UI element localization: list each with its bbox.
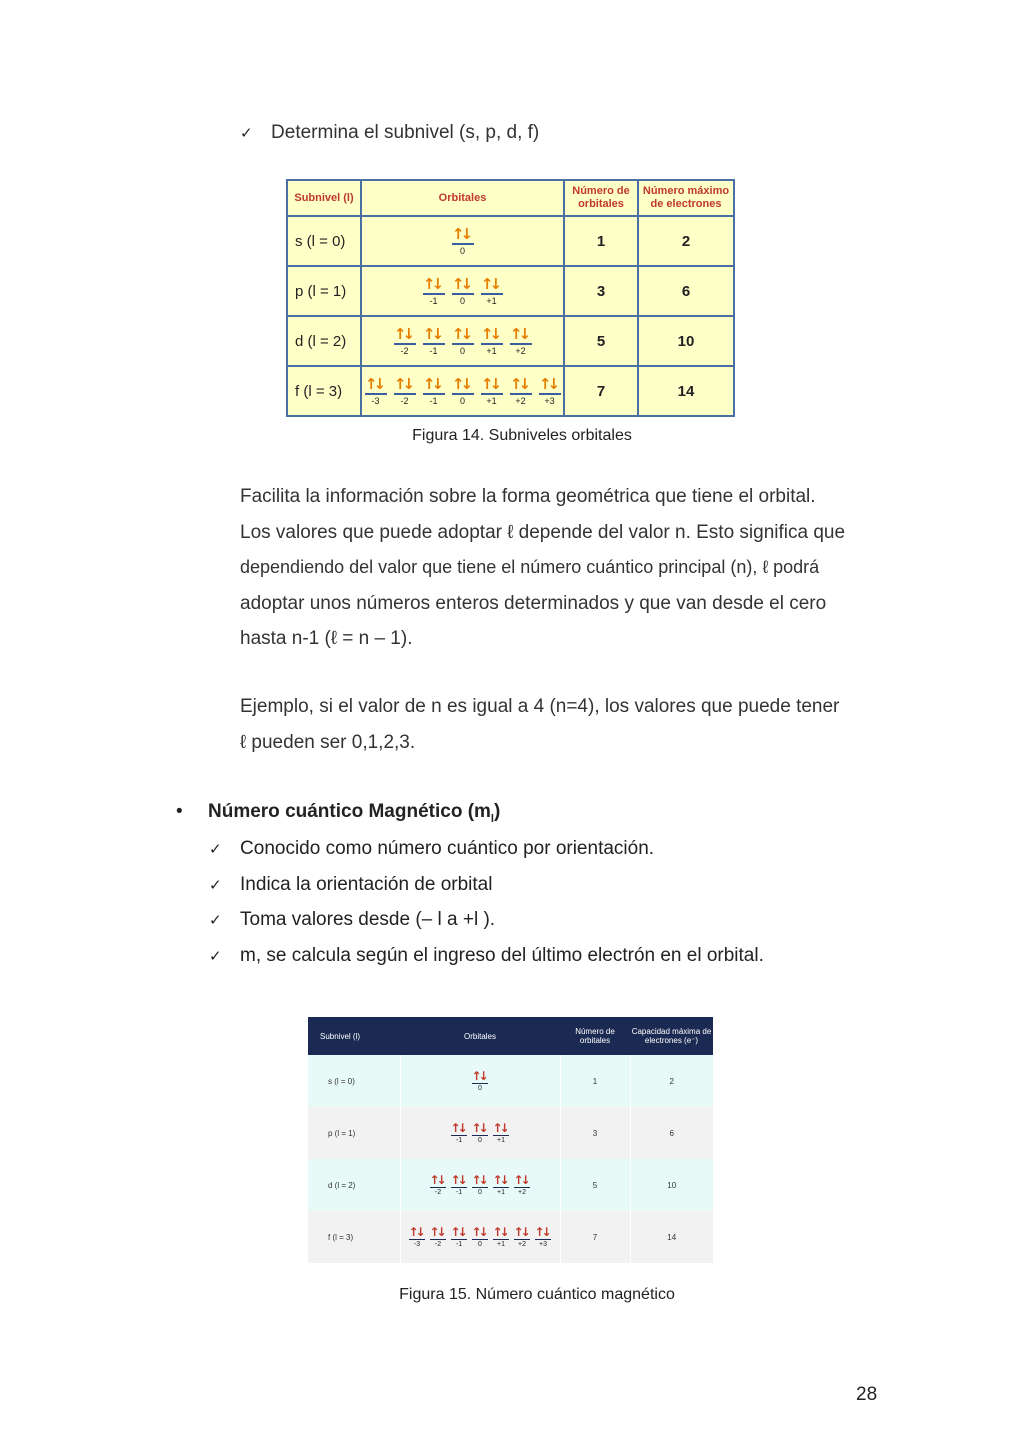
spin-arrows-icon: ↑↓	[513, 1224, 528, 1239]
orbital-box	[471, 1070, 489, 1093]
orbital-diagram	[450, 1122, 510, 1145]
spin-arrows-icon: ↑↓	[451, 274, 470, 293]
ml-value: +1	[486, 345, 497, 356]
orbital-box	[492, 1174, 510, 1197]
checkmark-icon: ✓	[209, 840, 222, 858]
ml-value: -2	[434, 1240, 442, 1248]
paragraph-ejemplo	[240, 689, 880, 760]
spin-arrows-icon: ↑↓	[408, 1224, 423, 1239]
ml-value: +2	[515, 345, 526, 356]
spin-arrows-icon: ↑↓	[509, 374, 528, 393]
orbital-diagram	[451, 226, 475, 257]
orbital-box	[451, 226, 475, 257]
spin-arrows-icon: ↑↓	[509, 324, 528, 343]
table-row	[287, 316, 734, 366]
orbitales-cell	[361, 366, 564, 416]
checklist-item-text: m, se calcula según el ingreso del último electrón en el orbital.	[240, 944, 764, 966]
ml-value: 0	[459, 395, 465, 406]
bullet-icon: •	[176, 801, 183, 822]
ml-value: +3	[539, 1240, 547, 1248]
ml-value: -3	[413, 1240, 421, 1248]
orbital-box	[450, 1174, 468, 1197]
spin-arrows-icon: ↑↓	[471, 1120, 486, 1135]
heading-close: )	[493, 801, 501, 822]
orbitales-cell	[400, 1107, 560, 1159]
orbital-box	[422, 326, 446, 357]
spin-arrows-icon: ↑↓	[538, 374, 557, 393]
orbital-box	[480, 376, 504, 407]
ml-value: 0	[478, 1188, 482, 1196]
header-orbitales: Orbitales	[400, 1017, 560, 1055]
spin-arrows-icon: ↑↓	[422, 324, 441, 343]
max-electrones-cell: 2	[638, 216, 734, 266]
table-row	[287, 366, 734, 416]
ml-value: +2	[518, 1240, 526, 1248]
table-row	[308, 1107, 713, 1159]
capacidad-cell: 14	[630, 1211, 713, 1263]
orbital-box	[429, 1226, 447, 1249]
spin-arrows-icon: ↑↓	[471, 1172, 486, 1187]
spin-arrows-icon: ↑↓	[429, 1224, 444, 1239]
spin-arrows-icon: ↑↓	[471, 1068, 486, 1083]
numero-orbitales-cell: 5	[560, 1159, 630, 1211]
spin-arrows-icon: ↑↓	[451, 374, 470, 393]
paragraph-line: Facilita la información sobre la forma geométrica que tiene el orbital.	[240, 486, 816, 507]
figure-14-table	[286, 179, 735, 417]
header-subnivel: Subnivel (l)	[308, 1017, 400, 1055]
numero-orbitales-cell: 1	[560, 1055, 630, 1107]
checklist-item	[209, 874, 764, 910]
orbital-box	[492, 1226, 510, 1249]
orbital-box	[471, 1174, 489, 1197]
orbital-box	[509, 326, 533, 357]
orbital-box	[471, 1122, 489, 1145]
numero-orbitales-cell: 3	[564, 266, 638, 316]
orbital-box	[538, 376, 562, 407]
checklist-item	[209, 945, 764, 981]
subnivel-cell: p (l = 1)	[287, 266, 361, 316]
section-magnetico-heading	[176, 801, 501, 825]
orbital-box	[451, 326, 475, 357]
ml-value: +2	[515, 395, 526, 406]
max-electrones-cell: 10	[638, 316, 734, 366]
spin-arrows-icon: ↑↓	[364, 374, 383, 393]
numero-orbitales-cell: 3	[560, 1107, 630, 1159]
paragraph-line: Ejemplo, si el valor de n es igual a 4 (n=4), los valores que puede tener	[240, 696, 840, 717]
table-row	[308, 1211, 713, 1263]
checklist-item	[209, 909, 764, 945]
header-numero-orbitales: Número de orbitales	[564, 180, 638, 216]
section-heading-text	[208, 801, 500, 825]
spin-arrows-icon: ↑↓	[393, 374, 412, 393]
ml-value: -3	[371, 395, 380, 406]
spin-arrows-icon: ↑↓	[422, 374, 441, 393]
ml-value: 0	[459, 245, 465, 256]
checkmark-icon: ✓	[209, 946, 222, 965]
orbital-box	[492, 1122, 510, 1145]
orbital-box	[480, 326, 504, 357]
orbitales-cell	[361, 316, 564, 366]
max-electrones-cell: 6	[638, 266, 734, 316]
spin-arrows-icon: ↑↓	[480, 324, 499, 343]
subnivel-cell: s (l = 0)	[308, 1055, 400, 1107]
spin-arrows-icon: ↑↓	[451, 324, 470, 343]
ml-value: 0	[459, 345, 465, 356]
max-electrones-cell: 14	[638, 366, 734, 416]
header-capacidad: Capacidad máxima de electrones (e⁻)	[630, 1017, 713, 1055]
numero-orbitales-cell: 7	[564, 366, 638, 416]
numero-orbitales-cell: 1	[564, 216, 638, 266]
orbital-diagram	[422, 276, 504, 307]
ml-value: -1	[455, 1240, 463, 1248]
ml-value: -2	[400, 395, 409, 406]
header-subnivel: Subnivel (l)	[287, 180, 361, 216]
table-row	[308, 1055, 713, 1107]
spin-arrows-icon: ↑↓	[450, 1224, 465, 1239]
orbitales-cell	[361, 266, 564, 316]
spin-arrows-icon: ↑↓	[422, 274, 441, 293]
ml-value: +1	[497, 1240, 505, 1248]
table-row	[308, 1159, 713, 1211]
orbitales-cell	[400, 1211, 560, 1263]
orbital-box	[422, 376, 446, 407]
ml-value: +1	[486, 395, 497, 406]
capacidad-cell: 6	[630, 1107, 713, 1159]
header-numero-orbitales: Número de orbitales	[560, 1017, 630, 1055]
orbital-box	[408, 1226, 426, 1249]
orbital-diagram	[471, 1070, 489, 1093]
checklist-item	[209, 838, 764, 874]
orbital-box	[480, 276, 504, 307]
checkmark-icon: ✓	[209, 911, 222, 929]
heading-text: Número cuántico Magnético (m	[208, 801, 491, 822]
orbital-box	[450, 1226, 468, 1249]
ml-value: +1	[497, 1188, 505, 1196]
ml-value: 0	[459, 295, 465, 306]
orbitales-cell	[400, 1159, 560, 1211]
ml-value: -1	[455, 1136, 463, 1144]
spin-arrows-icon: ↑↓	[513, 1172, 528, 1187]
ml-value: 0	[478, 1084, 482, 1092]
checklist-item-text: Conocido como número cuántico por orientación.	[240, 838, 655, 859]
heading-subscript: l	[490, 812, 494, 825]
figure-15-table	[308, 1017, 713, 1263]
spin-arrows-icon: ↑↓	[480, 374, 499, 393]
checklist-item-subnivel	[240, 122, 539, 144]
page-number: 28	[856, 1384, 878, 1405]
header-max-electrones: Número máximo de electrones	[638, 180, 734, 216]
ml-value: -1	[455, 1188, 463, 1196]
paragraph-line: ℓ pueden ser 0,1,2,3.	[240, 731, 416, 753]
orbital-diagram	[393, 326, 533, 357]
orbital-box	[534, 1226, 552, 1249]
spin-arrows-icon: ↑↓	[480, 274, 499, 293]
ml-value: +1	[497, 1136, 505, 1144]
orbital-box	[509, 376, 533, 407]
orbital-box	[451, 376, 475, 407]
spin-arrows-icon: ↑↓	[492, 1224, 507, 1239]
orbitales-cell	[400, 1055, 560, 1107]
ml-value: +3	[544, 395, 555, 406]
spin-arrows-icon: ↑↓	[471, 1224, 486, 1239]
orbital-box	[450, 1122, 468, 1145]
subnivel-cell: d (l = 2)	[308, 1159, 400, 1211]
paragraph-line: Los valores que puede adoptar ℓ depende del valor n. Esto significa que	[240, 521, 846, 543]
paragraph-line: adoptar unos números enteros determinados y que van desde el cero	[240, 592, 827, 614]
numero-orbitales-cell: 7	[560, 1211, 630, 1263]
checkmark-icon: ✓	[240, 124, 253, 142]
subnivel-cell: s (l = 0)	[287, 216, 361, 266]
paragraph-line: hasta n-1 (ℓ = n – 1).	[240, 628, 413, 649]
ml-value: +1	[486, 295, 497, 306]
orbital-box	[471, 1226, 489, 1249]
spin-arrows-icon: ↑↓	[393, 324, 412, 343]
ml-value: +2	[518, 1188, 526, 1196]
subnivel-cell: f (l = 3)	[308, 1211, 400, 1263]
subnivel-cell: p (l = 1)	[308, 1107, 400, 1159]
checklist	[209, 838, 764, 980]
ml-value: -2	[434, 1188, 442, 1196]
ml-value: 0	[478, 1240, 482, 1248]
capacidad-cell: 10	[630, 1159, 713, 1211]
ml-value: -1	[429, 295, 438, 306]
spin-arrows-icon: ↑↓	[534, 1224, 549, 1239]
numero-orbitales-cell: 5	[564, 316, 638, 366]
orbital-box	[422, 276, 446, 307]
checklist-item-text: Determina el subnivel (s, p, d, f)	[271, 122, 540, 143]
orbital-box	[393, 376, 417, 407]
orbital-diagram	[408, 1226, 552, 1249]
ml-value: -1	[429, 395, 438, 406]
spin-arrows-icon: ↑↓	[451, 224, 470, 243]
table-row	[287, 266, 734, 316]
orbitales-cell	[361, 216, 564, 266]
orbital-box	[429, 1174, 447, 1197]
table-row	[287, 216, 734, 266]
orbital-diagram	[429, 1174, 531, 1197]
ml-value: -2	[400, 345, 409, 356]
orbital-box	[513, 1174, 531, 1197]
orbital-diagram	[364, 376, 562, 407]
orbital-box	[393, 326, 417, 357]
figure-14-caption: Figura 14. Subniveles orbitales	[412, 427, 632, 444]
paragraph-azimutal	[240, 479, 880, 657]
checklist-item-text: Indica la orientación de orbital	[240, 873, 493, 895]
checkmark-icon: ✓	[209, 875, 222, 894]
orbital-box	[364, 376, 388, 407]
ml-value: 0	[478, 1136, 482, 1144]
subnivel-cell: d (l = 2)	[287, 316, 361, 366]
spin-arrows-icon: ↑↓	[450, 1120, 465, 1135]
orbital-box	[451, 276, 475, 307]
spin-arrows-icon: ↑↓	[450, 1172, 465, 1187]
paragraph-line: dependiendo del valor que tiene el número cuántico principal (n), ℓ podrá	[240, 557, 820, 577]
capacidad-cell: 2	[630, 1055, 713, 1107]
ml-value: -1	[429, 345, 438, 356]
spin-arrows-icon: ↑↓	[492, 1120, 507, 1135]
header-orbitales: Orbitales	[361, 180, 564, 216]
orbital-box	[513, 1226, 531, 1249]
spin-arrows-icon: ↑↓	[429, 1172, 444, 1187]
spin-arrows-icon: ↑↓	[492, 1172, 507, 1187]
figure-15-caption: Figura 15. Número cuántico magnético	[399, 1286, 675, 1303]
checklist-item-text: Toma valores desde (– l a +l ).	[240, 909, 496, 930]
subnivel-cell: f (l = 3)	[287, 366, 361, 416]
